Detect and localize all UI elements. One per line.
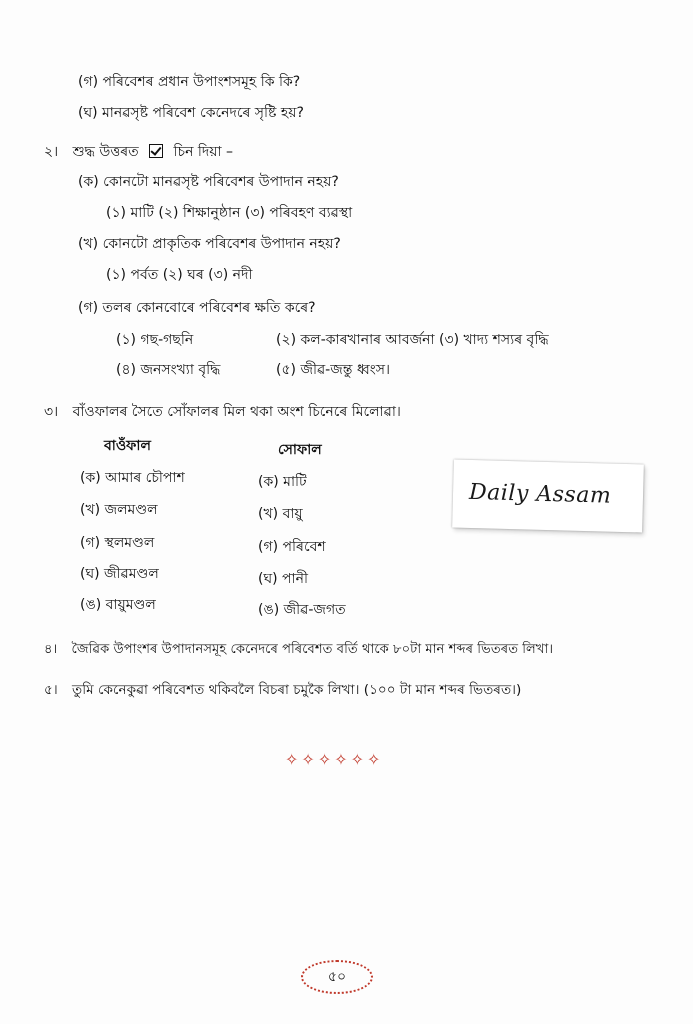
question-2-ka: (ক) কোনটো মানৱসৃষ্ট পৰিবেশৰ উপাদান নহয়? bbox=[78, 174, 339, 190]
match-right-item: (ঙ) জীৱ-জগত bbox=[258, 602, 346, 618]
match-right-item: (খ) বায়ু bbox=[258, 506, 303, 522]
question-1-gha: (ঘ) মানৱসৃষ্ট পৰিবেশ কেনেদৰে সৃষ্টি হয়? bbox=[78, 105, 304, 121]
question-5-text: তুমি কেনেকুৱা পৰিবেশত থকিবলৈ বিচৰা চমুকৈ লিখা। (১০০ টা মান শব্দৰ ভিতৰত।) bbox=[72, 682, 522, 698]
watermark-note bbox=[452, 460, 644, 533]
question-4 bbox=[44, 640, 553, 660]
match-right-item: (গ) পৰিবেশ bbox=[258, 539, 326, 555]
match-left-item: (ক) আমাৰ চৌপাশ bbox=[80, 470, 185, 486]
question-3-instruction bbox=[44, 402, 401, 422]
question-4-number: ৪। bbox=[44, 642, 58, 657]
question-2-ga-option-4: (৪) জনসংখ্যা বৃদ্ধি bbox=[116, 362, 221, 378]
question-3-number: ৩। bbox=[44, 404, 59, 420]
question-2-ka-options: (১) মাটি (২) শিক্ষানুষ্ঠান (৩) পৰিবহণ ব্যৱস্থা bbox=[106, 205, 353, 221]
question-2-number: ২। bbox=[44, 144, 59, 160]
question-2-kha-options: (১) পৰ্বত (২) ঘৰ (৩) নদী bbox=[106, 267, 253, 283]
left-column-header: বাওঁফাল bbox=[104, 438, 151, 454]
match-left-item: (খ) জলমণ্ডল bbox=[80, 502, 158, 518]
checkbox-icon bbox=[149, 144, 163, 158]
question-2-kha: (খ) কোনটো প্ৰাকৃতিক পৰিবেশৰ উপাদান নহয়? bbox=[78, 236, 341, 252]
question-5 bbox=[44, 680, 521, 700]
watermark-label: Daily Assam bbox=[468, 479, 612, 509]
match-right-item: (ক) মাটি bbox=[258, 474, 307, 490]
decorative-stars-icon: ✧✧✧✧✧✧ bbox=[285, 750, 384, 769]
question-2-ga-option-5: (৫) জীৱ-জন্তু ধ্বংস। bbox=[276, 362, 391, 378]
question-2-ga-option-1: (১) গছ-গছনি bbox=[116, 332, 194, 348]
question-5-number: ৫। bbox=[44, 682, 58, 698]
question-2-text-post: চিন দিয়া – bbox=[173, 144, 234, 160]
match-right-item: (ঘ) পানী bbox=[258, 571, 308, 587]
question-2-instruction bbox=[44, 142, 233, 162]
question-2-text-pre: শুদ্ধ উত্তৰত bbox=[72, 144, 139, 160]
match-left-item: (ঘ) জীৱমণ্ডল bbox=[80, 566, 159, 582]
question-2-ga-option-2-3: (২) কল-কাৰখানাৰ আবৰ্জনা (৩) খাদ্য শস্যৰ বৃদ্ধি bbox=[276, 332, 549, 348]
right-column-header: সোফাল bbox=[278, 442, 322, 458]
question-2-ga: (গ) তলৰ কোনবোৰে পৰিবেশৰ ক্ষতি কৰে? bbox=[78, 300, 316, 316]
match-left-item: (ঙ) বায়ুমণ্ডল bbox=[80, 597, 156, 613]
question-4-text: জৈৱিক উপাংশৰ উপাদানসমূহ কেনেদৰে পৰিবেশত বৰ্তি থাকে ৮০টা মান শব্দৰ ভিতৰত লিখা। bbox=[71, 642, 554, 657]
question-3-text: বাঁওফালৰ সৈতে সোঁফালৰ মিল থকা অংশ চিনেৰে মিলোৱা। bbox=[72, 404, 401, 420]
question-1-ga: (গ) পৰিবেশৰ প্ৰধান উপাংশসমূহ কি কি? bbox=[78, 74, 301, 90]
page-number: ৫০ bbox=[301, 960, 373, 994]
match-left-item: (গ) স্থলমণ্ডল bbox=[80, 535, 155, 551]
